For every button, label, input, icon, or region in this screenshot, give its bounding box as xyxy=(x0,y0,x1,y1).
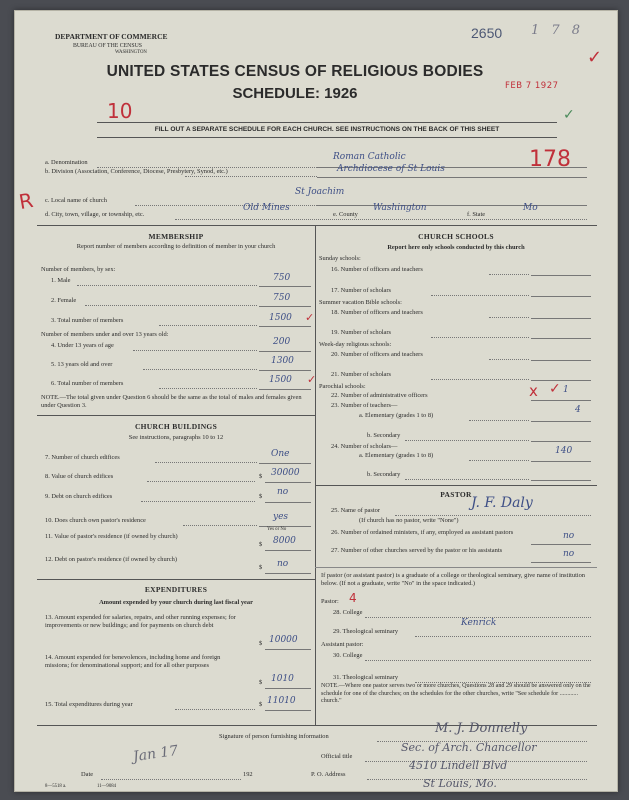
college-note: If pastor (or assistant pastor) is a graduate of a college or theological seminary, give name of institution below. (If not a graduate, write "No" in the space indicated.) xyxy=(321,572,586,587)
q4-label: 4. Under 13 years of age xyxy=(51,342,114,349)
q6-label: 6. Total number of members xyxy=(51,380,124,387)
q25-value: J. F. Daly xyxy=(471,495,533,511)
q11-label: 11. Value of pastor's residence (if owned by church) xyxy=(45,533,178,540)
state-label: f. State xyxy=(467,211,486,218)
assistant-pastor-label: Assistant pastor: xyxy=(321,641,364,648)
q22-label: 22. Number of administrative officers xyxy=(331,392,428,399)
buildings-intro: See instructions, paragraphs 10 to 12 xyxy=(128,434,224,441)
q5-value: 1300 xyxy=(271,356,294,366)
q14-value: 1010 xyxy=(271,674,294,684)
schools-title: CHURCH SCHOOLS xyxy=(418,232,494,241)
q7-label: 7. Number of church edifices xyxy=(45,454,120,461)
q8-label: 8. Value of church edifices xyxy=(45,473,114,480)
q5-label: 5. 13 years old and over xyxy=(51,361,113,368)
division-value: Archdiocese of St Louis xyxy=(337,164,445,174)
serial-number: 2650 xyxy=(471,25,503,41)
q24a-label: a. Elementary (grades 1 to 8) xyxy=(359,452,434,459)
buildings-title: CHURCH BUILDINGS xyxy=(134,422,218,431)
pastor-label: Pastor: xyxy=(321,598,339,605)
q1-label: 1. Male xyxy=(51,277,71,284)
q10-label: 10. Does church own pastor's residence xyxy=(45,517,146,524)
expenditures-intro: Amount expended by your church during last fiscal year xyxy=(99,599,253,606)
q24b-label: b. Secondary xyxy=(367,471,401,478)
yes-no-hint: Yes or No xyxy=(267,527,287,532)
q24-label: 24. Number of scholars— xyxy=(331,443,398,450)
city-label: WASHINGTON xyxy=(115,50,147,55)
q14-dollar: $ xyxy=(259,679,263,686)
received-date-stamp: FEB 7 1927 xyxy=(505,81,559,91)
q12-dollar: $ xyxy=(259,564,263,571)
q9-value: no xyxy=(277,487,289,497)
summer-schools-label: Summer vacation Bible schools: xyxy=(319,299,402,306)
signature-label: Signature of person furnishing information xyxy=(219,733,329,740)
parochial-schools-label: Parochial schools: xyxy=(319,383,366,390)
q30-label: 30. College xyxy=(333,652,363,659)
weekday-schools-label: Week-day religious schools: xyxy=(319,341,392,348)
q9-dollar: $ xyxy=(259,493,263,500)
corner-number: 1 7 8 xyxy=(531,23,585,38)
q31-label: 31. Theological seminary xyxy=(333,674,399,681)
q24a-value: 140 xyxy=(555,446,573,456)
date-value: Jan 17 xyxy=(132,742,180,766)
members-by-sex: Number of members, by sex: xyxy=(41,266,116,273)
membership-note: NOTE.—The total given under Question 6 should be the same as the total of males and females given under Question 3. xyxy=(41,394,302,409)
q4-value: 200 xyxy=(273,337,291,347)
q25-note: (If church has no pastor, write "None") xyxy=(359,517,459,524)
margin-red-mark: R xyxy=(17,187,35,215)
q23a-label: a. Elementary (grades 1 to 8) xyxy=(359,412,434,419)
po-address-label: P. O. Address xyxy=(311,771,346,778)
q8-value: 30000 xyxy=(271,468,300,478)
q12-label: 12. Debt on pastor's residence (if owned by church) xyxy=(45,556,177,563)
q26-value: no xyxy=(563,531,575,541)
year-label: 192 xyxy=(243,771,253,778)
q25-label: 25. Name of pastor xyxy=(331,507,380,514)
q8-dollar: $ xyxy=(259,473,263,480)
q7-value: One xyxy=(271,449,290,459)
division-label: b. Division (Association, Conference, Diocese, Presbytery, Synod, etc.) xyxy=(45,168,228,175)
red-handwritten-number: 10 xyxy=(107,99,133,123)
q13-label: 13. Amount expended for salaries, repairs, and other running expenses; for improvements or new buildings; and for payments on church debt xyxy=(45,614,236,629)
po-address-value: 4510 Lindell Blvd xyxy=(409,759,508,772)
q27-value: no xyxy=(563,549,575,559)
q3-value: 1500 xyxy=(269,313,292,323)
q22-value: 1 xyxy=(563,385,569,395)
q23a-value: 4 xyxy=(575,405,581,415)
membership-title: MEMBERSHIP xyxy=(148,232,204,241)
q2-value: 750 xyxy=(273,293,291,303)
q28-label: 28. College xyxy=(333,609,363,616)
check-mark-icon: ✓ xyxy=(587,47,603,68)
pastor-note: NOTE.—Where one pastor serves two or more churches, Questions 28 and 29 should be answered only on the schedule for one of the churches; on the schedules for the other churches, write "See schedule for ............ church." xyxy=(321,683,591,705)
state-value: Mo xyxy=(523,203,538,213)
q23-label: 23. Number of teachers— xyxy=(331,402,398,409)
q22-check-icon: ✓ xyxy=(549,381,561,397)
q13-value: 10000 xyxy=(269,635,298,645)
q15-value: 11010 xyxy=(267,696,296,706)
local-name-value: St Joachim xyxy=(295,187,345,197)
membership-intro: Report number of members according to definition of member in your church xyxy=(76,243,276,250)
q14-label: 14. Amount expended for benevolences, including home and foreign missions; for denominational support; and for all other purposes xyxy=(45,654,221,669)
county-value: Washington xyxy=(373,203,427,213)
county-label: e. County xyxy=(333,211,358,218)
form-title: UNITED STATES CENSUS OF RELIGIOUS BODIES xyxy=(106,63,484,80)
green-check-icon: ✓ xyxy=(563,107,575,123)
q13-dollar: $ xyxy=(259,640,263,647)
q18-label: 18. Number of officers and teachers xyxy=(331,309,423,316)
q20-label: 20. Number of officers and teachers xyxy=(331,351,423,358)
expenditures-title: EXPENDITURES xyxy=(144,585,208,594)
q19-label: 19. Number of scholars xyxy=(331,329,391,336)
q6-value: 1500 xyxy=(269,375,292,385)
city-town-value: Old Mines xyxy=(243,203,290,213)
q16-label: 16. Number of officers and teachers xyxy=(331,266,423,273)
q29-label: 29. Theological seminary xyxy=(333,628,399,635)
census-schedule-page xyxy=(14,10,618,792)
q17-label: 17. Number of scholars xyxy=(331,287,391,294)
q29-value: Kenrick xyxy=(461,618,497,628)
q1-value: 750 xyxy=(273,273,291,283)
local-name-label: c. Local name of church xyxy=(45,197,107,204)
denomination-label: a. Denomination xyxy=(45,159,88,166)
q3-check-icon: ✓ xyxy=(305,311,315,324)
q27-label: 27. Number of other churches served by the pastor or his assistants xyxy=(331,547,503,554)
pastor-title: PASTOR xyxy=(440,490,472,499)
q21-label: 21. Number of scholars xyxy=(331,371,391,378)
date-label: Date xyxy=(81,771,94,778)
q22-red-mark: x xyxy=(529,382,538,400)
q11-value: 8000 xyxy=(273,536,296,546)
schools-intro: Report here only schools conducted by this church xyxy=(387,244,525,251)
city-town-label: d. City, town, village, or township, etc. xyxy=(45,211,145,218)
q2-label: 2. Female xyxy=(51,297,77,304)
q9-label: 9. Debt on church edifices xyxy=(45,493,113,500)
q12-value: no xyxy=(277,559,289,569)
q15-label: 15. Total expenditures during year xyxy=(45,701,133,708)
pastor-red-mark: 4 xyxy=(349,591,357,605)
q6-check-icon: ✓ xyxy=(307,373,317,386)
instruction-line: FILL OUT A SEPARATE SCHEDULE FOR EACH CHURCH. SEE INSTRUCTIONS ON THE BACK OF THIS SHEET xyxy=(154,126,500,133)
sunday-schools-label: Sunday schools: xyxy=(319,255,361,262)
q11-dollar: $ xyxy=(259,541,263,548)
department-label: DEPARTMENT OF COMMERCE xyxy=(55,32,168,41)
q3-label: 3. Total number of members xyxy=(51,317,124,324)
denomination-value: Roman Catholic xyxy=(333,152,406,162)
official-title-value: Sec. of Arch. Chancellor xyxy=(401,741,537,754)
form-number: 8—5518 a. xyxy=(45,784,67,789)
members-by-age: Number of members under and over 13 years old: xyxy=(41,331,169,338)
form-subtitle: SCHEDULE: 1926 xyxy=(232,85,358,102)
signature-value: M. J. Donnelly xyxy=(435,721,528,736)
official-title-label: Official title xyxy=(321,753,353,760)
print-number: 11—9084 xyxy=(97,784,117,789)
q23b-label: b. Secondary xyxy=(367,432,401,439)
po-address-city: St Louis, Mo. xyxy=(423,777,497,790)
denomination-red-code: 178 xyxy=(529,147,571,172)
q26-label: 26. Number of ordained ministers, if any, employed as assistant pastors xyxy=(331,529,514,536)
q15-dollar: $ xyxy=(259,701,263,708)
q10-value: yes xyxy=(273,512,289,522)
bureau-label: BUREAU OF THE CENSUS xyxy=(73,43,142,49)
